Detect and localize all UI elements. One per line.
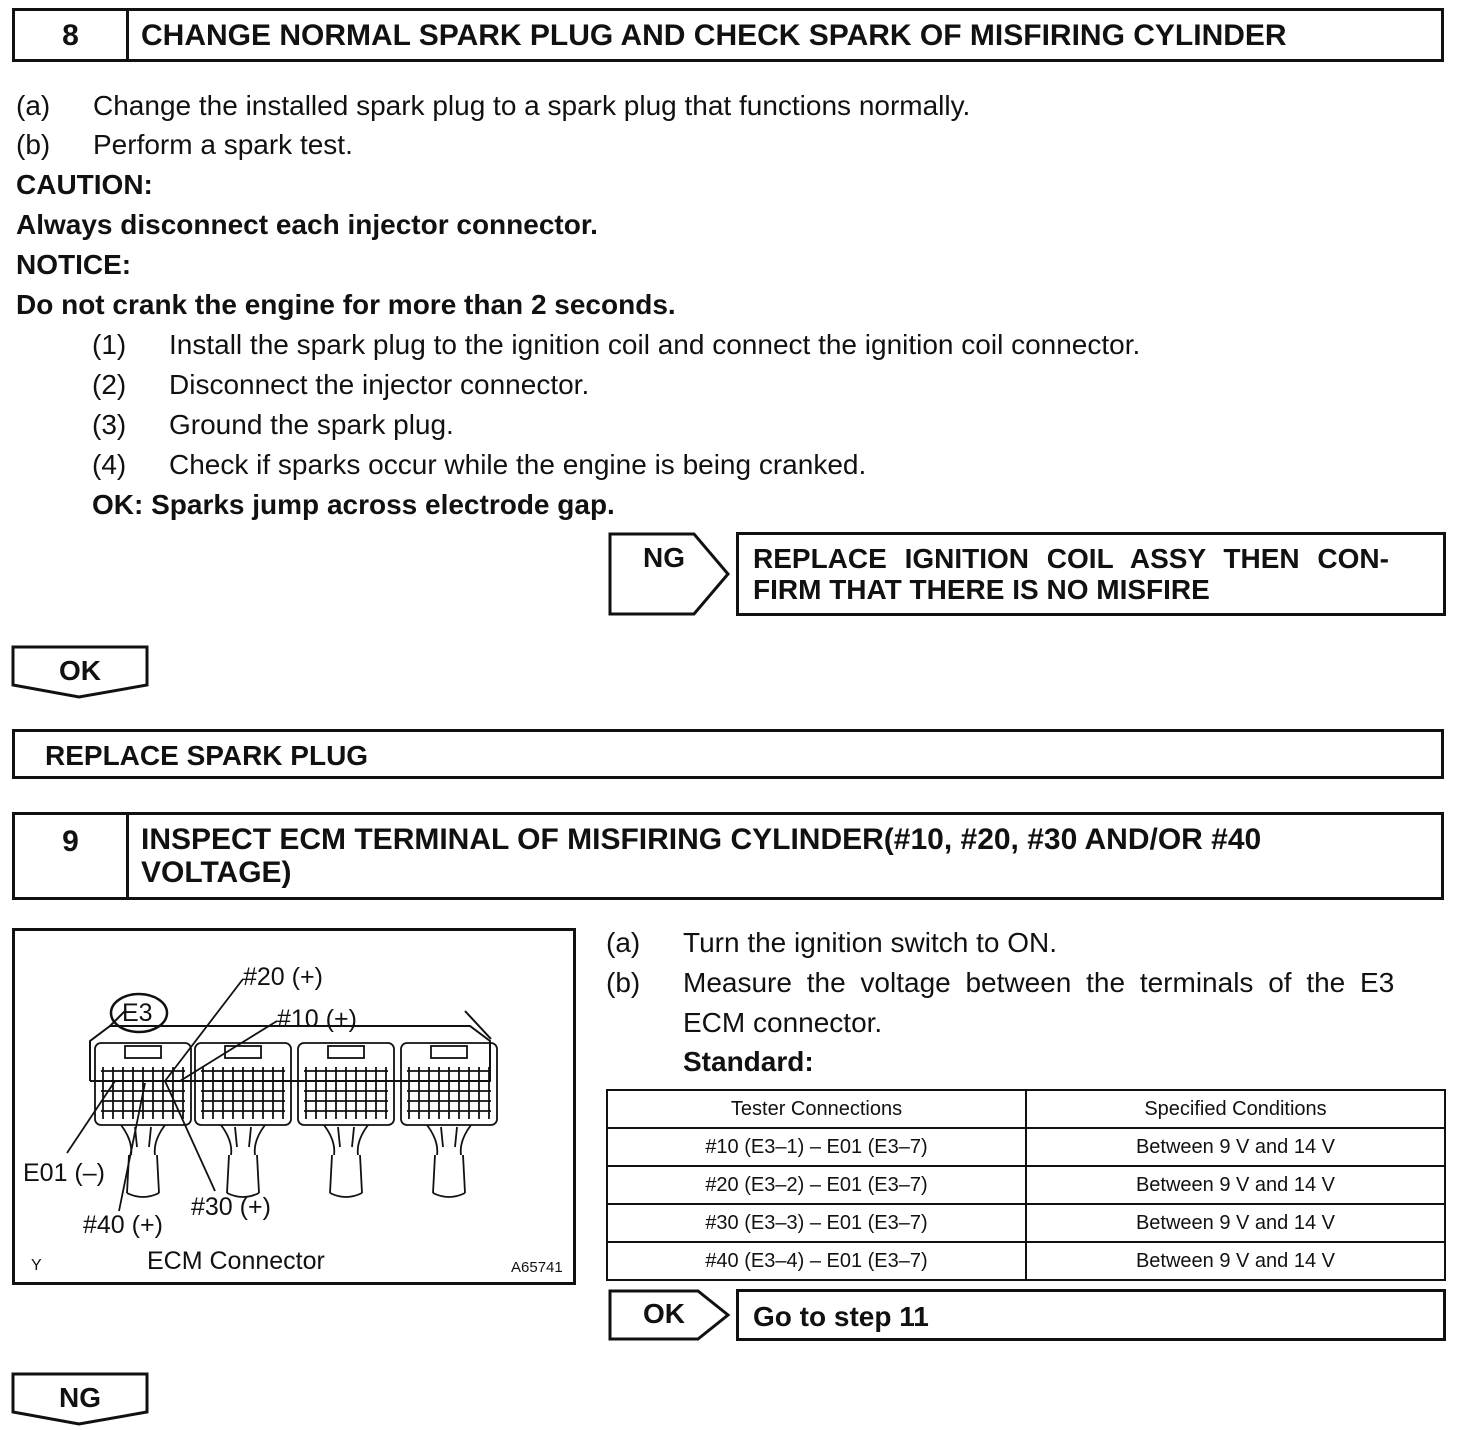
item-text: Perform a spark test. <box>93 129 353 160</box>
step8-header <box>12 8 1444 62</box>
ecm-connector-figure <box>12 928 576 1285</box>
table-row <box>607 1242 1445 1280</box>
table-cell: #30 (E3–3) – E01 (E3–7) <box>607 1204 1026 1242</box>
caution-label: CAUTION: <box>16 169 153 200</box>
substep-label: (1) <box>92 329 127 360</box>
item-text: Turn the ignition switch to ON. <box>683 927 1058 958</box>
figure-label-20: #20 (+) <box>243 963 323 991</box>
item-label: (a) <box>16 90 51 121</box>
substep-1 <box>92 329 1140 361</box>
substep-2 <box>92 369 589 401</box>
table-cell: #10 (E3–1) – E01 (E3–7) <box>607 1128 1026 1166</box>
step8-item-b <box>16 129 353 161</box>
item-label: (a) <box>606 927 641 958</box>
substep-label: (3) <box>92 409 127 440</box>
substep-text: Disconnect the injector connector. <box>169 369 590 400</box>
caution-text: Always disconnect each injector connector. <box>16 209 598 240</box>
ok-result-box <box>736 1289 1446 1341</box>
figure-label-10: #10 (+) <box>277 1005 357 1033</box>
notice-label: NOTICE: <box>16 249 132 280</box>
ok-result-text: Go to step 11 <box>753 1301 929 1332</box>
substep-3 <box>92 409 454 441</box>
step9-item-b <box>606 967 1394 999</box>
ng-down-tag-label: NG <box>59 1382 101 1413</box>
table-row <box>607 1204 1445 1242</box>
figure-corner-mark: Y <box>31 1257 42 1274</box>
table-cell: #40 (E3–4) – E01 (E3–7) <box>607 1242 1026 1280</box>
table-header: Tester Connections <box>607 1090 1026 1128</box>
item-label: (b) <box>606 967 641 998</box>
step8-item-a <box>16 90 970 122</box>
table-cell: Between 9 V and 14 V <box>1026 1242 1445 1280</box>
replace-spark-plug-box <box>12 729 1444 779</box>
item-text: Change the installed spark plug to a spark plug that functions normally. <box>93 90 971 121</box>
figure-label-30: #30 (+) <box>191 1193 271 1221</box>
ng-tag-label: NG <box>643 542 685 573</box>
standard-label: Standard: <box>683 1046 814 1077</box>
step8-number: 8 <box>15 11 129 59</box>
table-header-row <box>607 1090 1445 1128</box>
substep-text: Install the spark plug to the ignition coil and connect the ignition coil connector. <box>169 329 1141 360</box>
ok-arrow-tag-label: OK <box>643 1298 685 1329</box>
step9-title-line2: VOLTAGE) <box>141 856 292 889</box>
substep-label: (2) <box>92 369 127 400</box>
substep-4 <box>92 449 866 481</box>
substep-text: Check if sparks occur while the engine is being cranked. <box>169 449 867 480</box>
step9-title-line1: INSPECT ECM TERMINAL OF MISFIRING CYLINDER(#10, #20, #30 AND/OR #40 <box>141 823 1262 856</box>
figure-id: A65741 <box>511 1259 563 1276</box>
table-cell: Between 9 V and 14 V <box>1026 1204 1445 1242</box>
substep-text: Ground the spark plug. <box>169 409 454 440</box>
step9-header <box>12 812 1444 900</box>
figure-caption: ECM Connector <box>147 1247 325 1275</box>
spec-table <box>606 1089 1446 1281</box>
table-row <box>607 1128 1445 1166</box>
item-label: (b) <box>16 129 51 160</box>
table-header: Specified Conditions <box>1026 1090 1445 1128</box>
item-text: Measure the voltage between the terminals of the E3 <box>683 967 1395 998</box>
figure-label-e01: E01 (–) <box>23 1159 105 1187</box>
table-cell: Between 9 V and 14 V <box>1026 1128 1445 1166</box>
step9-item-b-cont: ECM connector. <box>683 1007 883 1038</box>
table-cell: Between 9 V and 14 V <box>1026 1166 1445 1204</box>
ng-result-line2: FIRM THAT THERE IS NO MISFIRE <box>753 574 1210 605</box>
ok-criteria: OK: Sparks jump across electrode gap. <box>92 489 615 520</box>
table-cell: #20 (E3–2) – E01 (E3–7) <box>607 1166 1026 1204</box>
action-text: REPLACE SPARK PLUG <box>45 740 369 771</box>
step9-number: 9 <box>15 815 129 897</box>
ng-result-box <box>736 532 1446 616</box>
substep-label: (4) <box>92 449 127 480</box>
step9-title <box>129 815 1441 897</box>
step8-title: CHANGE NORMAL SPARK PLUG AND CHECK SPARK OF MISFIRING CYLINDER <box>141 19 1287 52</box>
ng-result-line1: REPLACE IGNITION COIL ASSY THEN CON- <box>753 543 1389 574</box>
notice-text: Do not crank the engine for more than 2 seconds. <box>16 289 676 320</box>
table-row <box>607 1166 1445 1204</box>
figure-label-40: #40 (+) <box>83 1211 163 1239</box>
figure-e3-label: E3 <box>122 999 153 1027</box>
step9-item-a <box>606 927 1057 959</box>
ok-tag-label: OK <box>59 655 101 686</box>
